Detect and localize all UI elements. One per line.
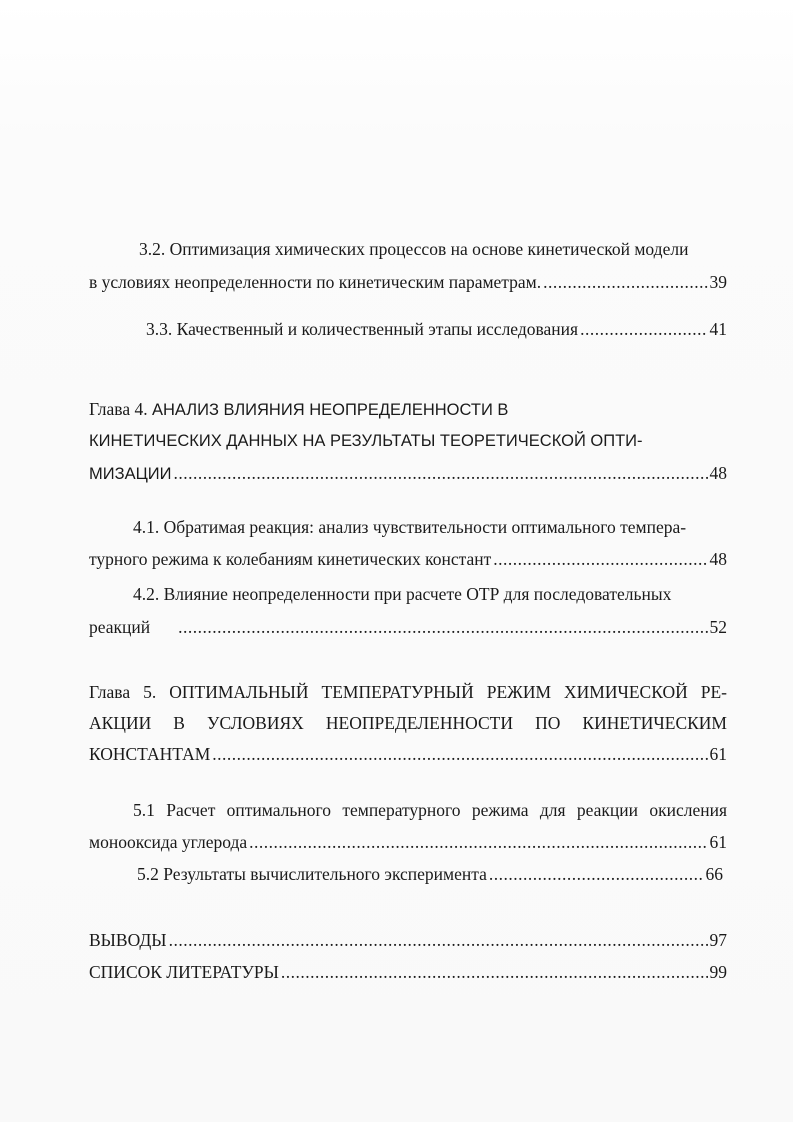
dot-leader — [580, 318, 707, 340]
toc-3-3[interactable] — [146, 318, 727, 340]
toc-3-2-page: 39 — [709, 272, 727, 292]
dot-leader — [543, 271, 707, 293]
toc-3-2-line1: 3.2. Оптимизация химических процессов на основе кинетической модели — [139, 239, 689, 259]
toc-ch4-line2: КИНЕТИЧЕСКИХ ДАННЫХ НА РЕЗУЛЬТАТЫ ТЕОРЕТИЧЕСКОЙ ОПТИ- — [89, 432, 643, 450]
dot-leader — [493, 548, 707, 570]
toc-references[interactable] — [89, 961, 727, 983]
toc-5-1-line1: 5.1 Расчет оптимального температурного режима для реакции окисления — [133, 800, 727, 820]
toc-references-page: 99 — [709, 962, 727, 982]
toc-ch4-line1 — [89, 398, 727, 421]
toc-references-text: СПИСОК ЛИТЕРАТУРЫ — [89, 962, 279, 982]
dot-leader — [281, 961, 708, 983]
toc-conclusions[interactable] — [89, 929, 727, 951]
toc-5-1-page: 61 — [709, 832, 727, 852]
toc-3-2-text: в условиях неопределенности по кинетическим параметрам. — [89, 272, 542, 292]
toc-3-3-page: 41 — [709, 319, 727, 339]
toc-3-2-line2[interactable] — [89, 271, 727, 293]
toc-4-2-line2[interactable] — [89, 616, 727, 638]
toc-3-3-text: 3.3. Качественный и количественный этапы исследования — [146, 319, 579, 339]
dot-leader — [249, 831, 707, 853]
toc-ch4-page: 48 — [709, 463, 727, 483]
toc-ch5-line2: АКЦИИ В УСЛОВИЯХ НЕОПРЕДЕЛЕННОСТИ ПО КИНЕТИЧЕСКИМ — [89, 713, 727, 733]
toc-ch4-text: МИЗАЦИИ — [89, 465, 172, 483]
toc-4-1-page: 48 — [709, 549, 727, 569]
dot-leader — [489, 863, 704, 885]
toc-ch5-page: 61 — [709, 744, 727, 764]
toc-ch4-line3[interactable] — [89, 462, 727, 485]
toc-ch5-line1: Глава 5. ОПТИМАЛЬНЫЙ ТЕМПЕРАТУРНЫЙ РЕЖИМ ХИМИЧЕСКОЙ РЕ- — [89, 682, 727, 702]
toc-5-2-text: 5.2 Результаты вычислительного эксперимента — [137, 864, 487, 884]
toc-ch4-label: Глава 4. — [89, 399, 148, 419]
toc-5-2[interactable] — [137, 863, 723, 885]
toc-4-1-line2[interactable] — [89, 548, 727, 570]
dot-leader — [178, 616, 707, 638]
toc-4-2-page: 52 — [709, 617, 727, 637]
toc-ch4-title-1: АНАЛИЗ ВЛИЯНИЯ НЕОПРЕДЕЛЕННОСТИ В — [151, 401, 509, 419]
toc-4-1-line1: 4.1. Обратимая реакция: анализ чувствительности оптимального темпера- — [133, 517, 687, 537]
toc-5-1-line2[interactable] — [89, 831, 727, 853]
toc-ch5-text: КОНСТАНТАМ — [89, 744, 211, 764]
toc-4-2-text: реакций — [89, 617, 151, 637]
toc-ch5-line3[interactable] — [89, 743, 727, 765]
toc-conclusions-page: 97 — [709, 930, 727, 950]
toc-conclusions-text: ВЫВОДЫ — [89, 930, 167, 950]
dot-leader — [169, 929, 708, 951]
dot-leader — [174, 462, 708, 484]
toc-4-2-line1: 4.2. Влияние неопределенности при расчете ОТР для последовательных — [133, 584, 672, 604]
toc-5-2-page: 66 — [705, 864, 723, 884]
toc-5-1-text: монооксида углерода — [89, 832, 248, 852]
toc-4-1-text: турного режима к колебаниям кинетических констант — [89, 549, 492, 569]
dot-leader — [212, 743, 707, 765]
